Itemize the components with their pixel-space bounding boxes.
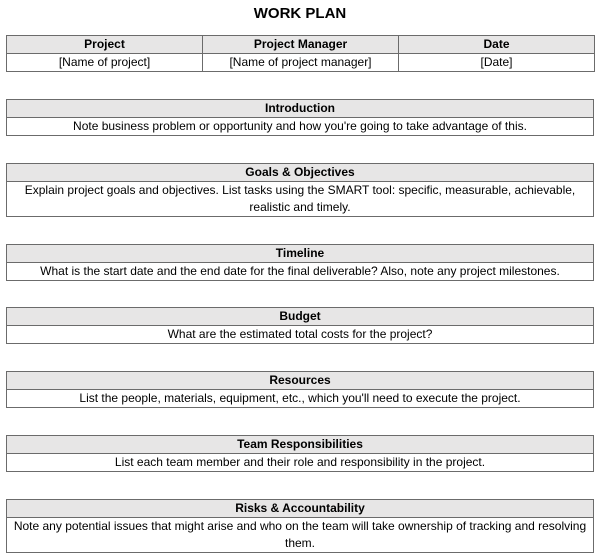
section-budget [6,307,594,344]
section-text[interactable]: List each team member and their role and responsibility in the project. [7,454,594,472]
section-team-responsibilities [6,435,594,472]
section-goals-objectives [6,163,594,217]
section-text[interactable]: Note business problem or opportunity and how you're going to take advantage of this. [7,118,594,136]
project-name-cell[interactable]: [Name of project] [7,54,203,72]
section-introduction [6,99,594,136]
section-heading: Team Responsibilities [7,436,594,454]
section-heading: Resources [7,372,594,390]
section-heading: Budget [7,308,594,326]
section-timeline [6,244,594,281]
date-cell[interactable]: [Date] [399,54,595,72]
section-resources [6,371,594,408]
table-row [7,54,595,72]
section-heading: Risks & Accountability [7,500,594,518]
section-text[interactable]: What are the estimated total costs for the project? [7,326,594,344]
section-text[interactable]: What is the start date and the end date for the final deliverable? Also, note any project milestones. [7,263,594,281]
page-title: WORK PLAN [253,5,347,22]
section-text[interactable]: List the people, materials, equipment, etc., which you'll need to execute the project. [7,390,594,408]
section-text[interactable]: Note any potential issues that might arise and who on the team will take ownership of tracking and resolving them. [7,518,594,553]
section-risks-accountability [6,499,594,553]
project-info-table [6,35,595,72]
project-manager-cell[interactable]: [Name of project manager] [203,54,399,72]
section-heading: Goals & Objectives [7,164,594,182]
section-text[interactable]: Explain project goals and objectives. List tasks using the SMART tool: specific, measurable, achievable, realistic and timely. [7,182,594,217]
table-header-row [7,36,595,54]
column-header-date: Date [399,36,595,54]
section-heading: Introduction [7,100,594,118]
column-header-project: Project [7,36,203,54]
column-header-project-manager: Project Manager [203,36,399,54]
section-heading: Timeline [7,245,594,263]
